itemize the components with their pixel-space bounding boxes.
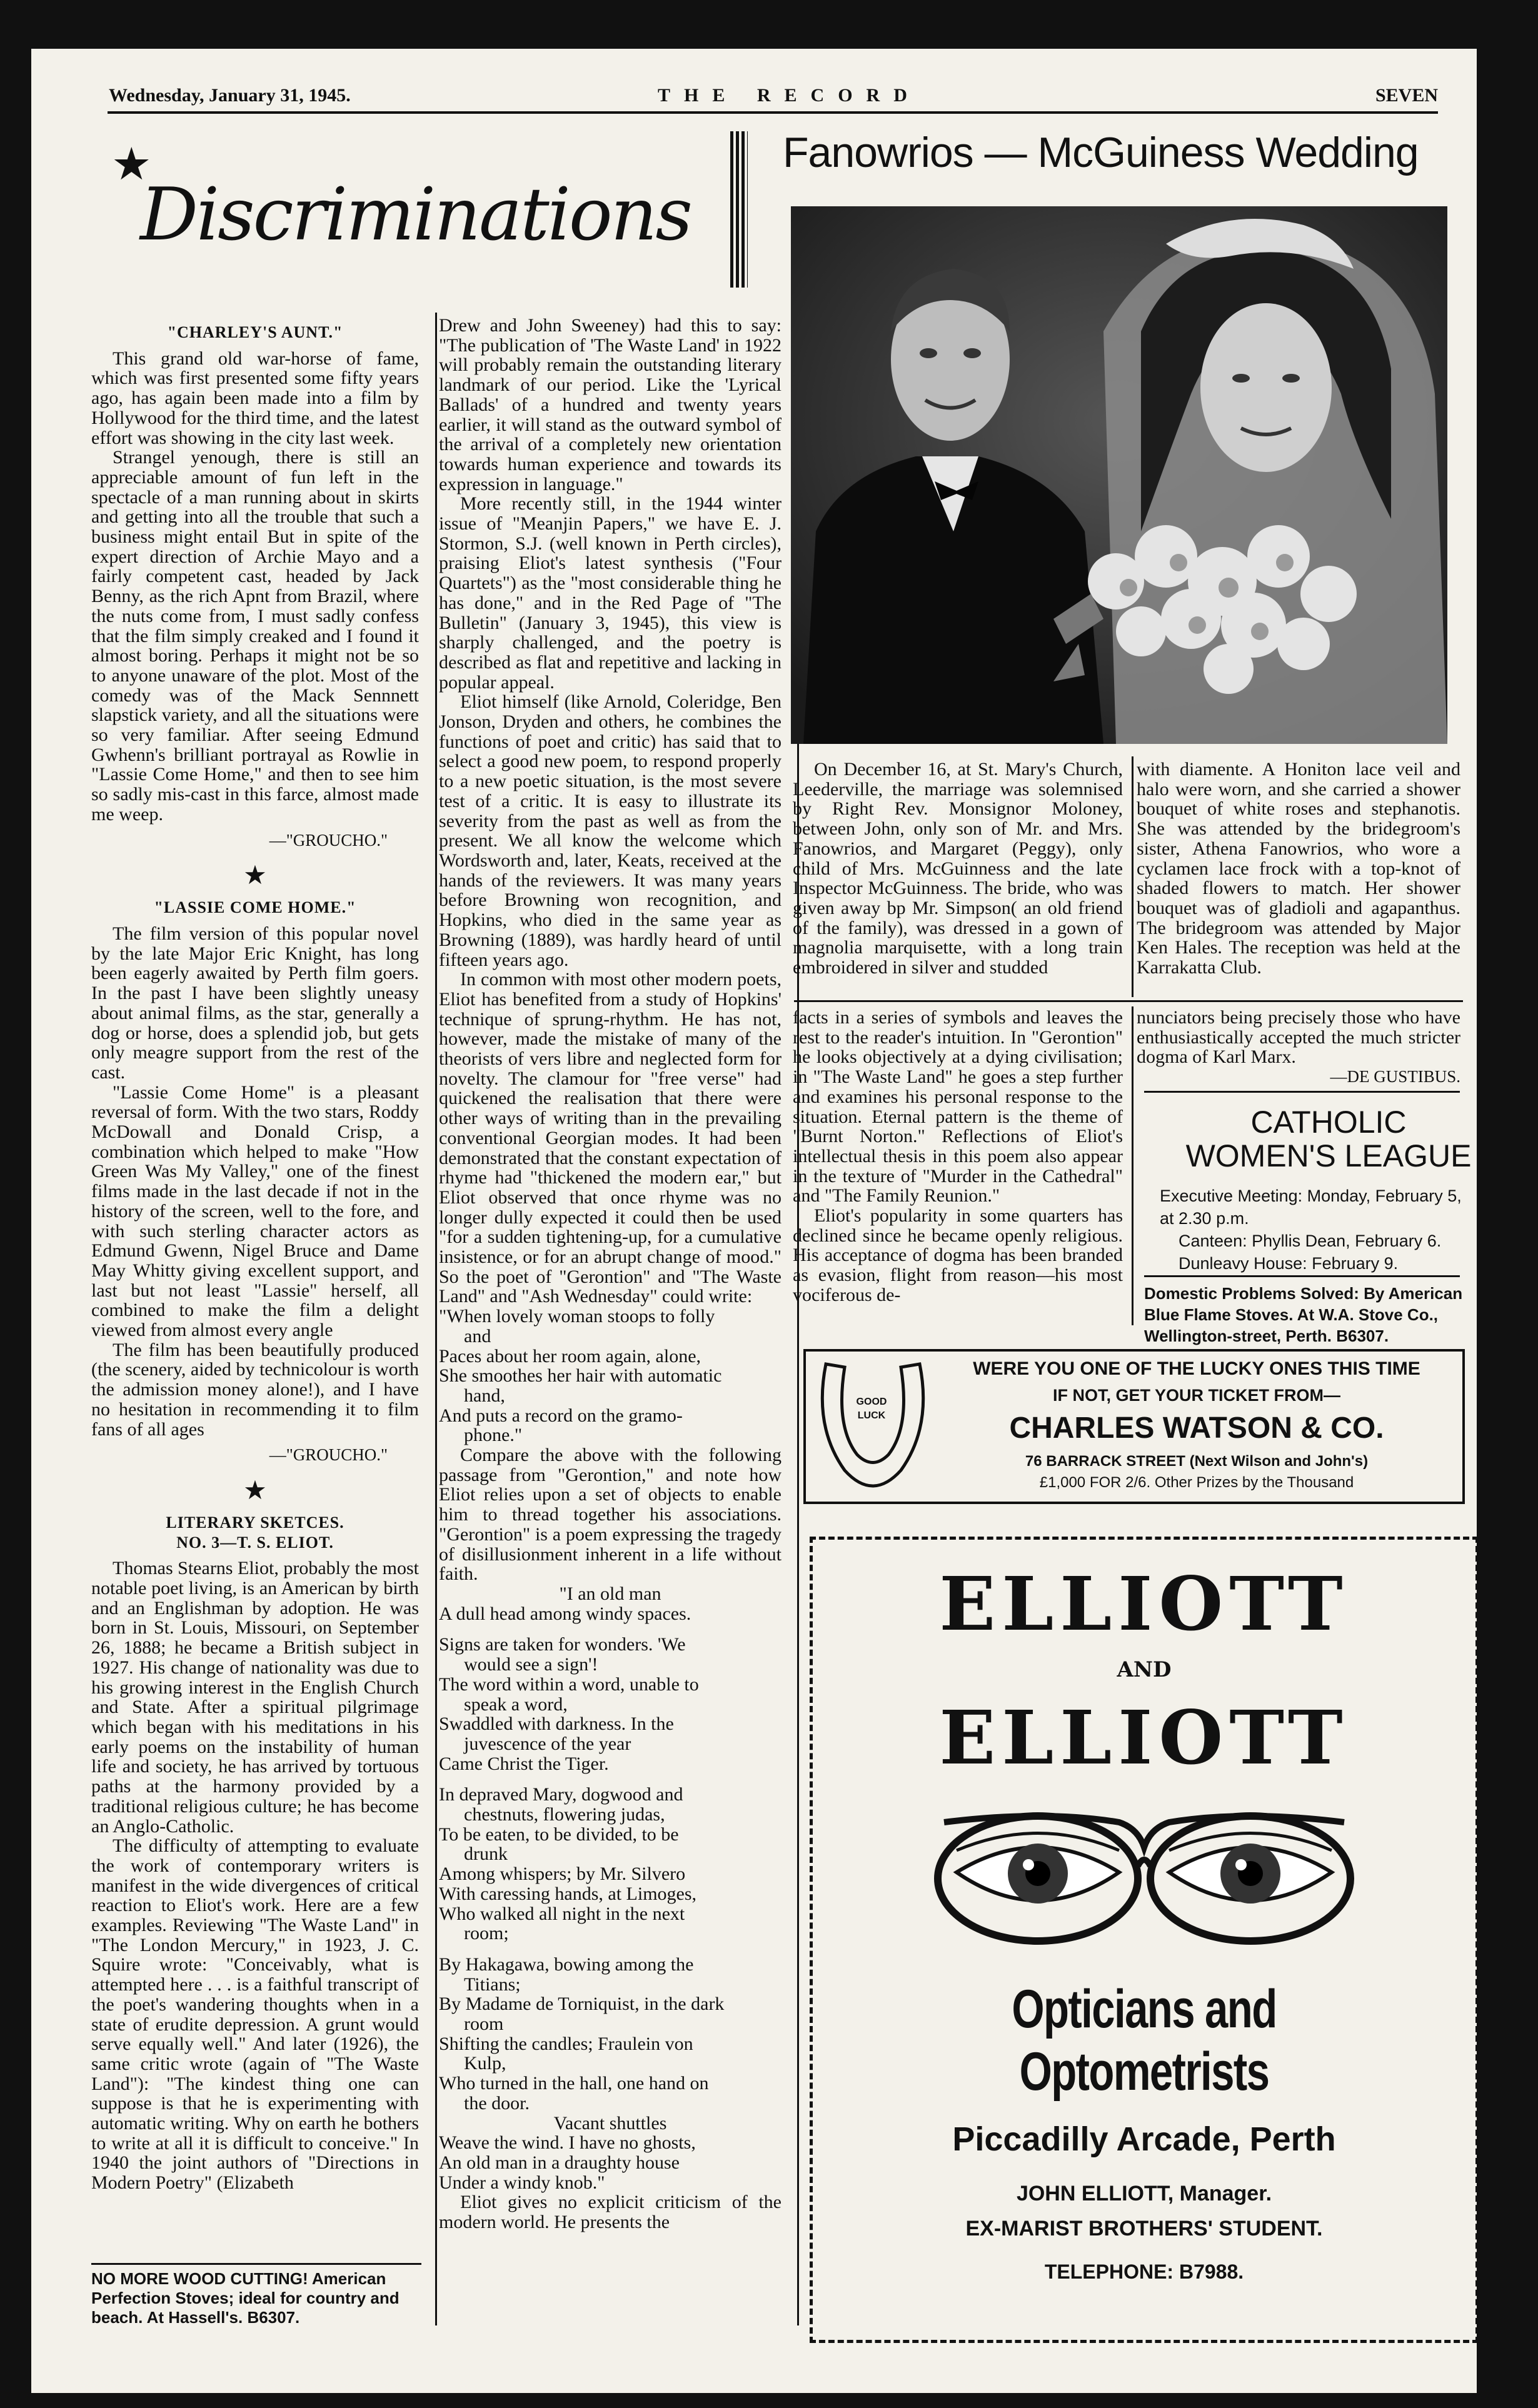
ad-rule [91, 2263, 421, 2265]
lassie-signature: —"GROUCHO." [269, 1445, 388, 1465]
cwl-heading [1182, 1105, 1475, 1173]
poem-line: By Madame de Torniquist, in the dark [439, 1994, 725, 2015]
wedding-paragraph-2: with diamente. A Honiton lace veil and halo were worn, and she carried a shower bouquet of white roses and stephanotis. She was attended by the bridegroom's sister, Athena Fanowrios, who wore a cyclamen lace frock with a top-knot of shaded flowers to match. Her shower bouquet was of gladioli and agapanthus. The bridegroom was attended by Major Ken Hales. The reception was held at the Karrakatta Club. [1137, 759, 1460, 978]
literary-p1: Thomas Stearns Eliot, probably the most notable poet living, is an American by birth and an Englishman by adoption. He was born in St. Louis, Missouri, on September 26, 1888; he became a British subject in 1927. His change of nationality was due to his growing interest in the English Church and State. After a spiritual pilgrimage which began with his meditations in his early poems on the instability of human life and society, he has arrived by tortuous paths at the harmony provided by a traditional religious culture; he has become an Anglo-Catholic. [91, 1558, 419, 1837]
poem-line: "I an old man [559, 1583, 661, 1604]
horseshoe-icon [807, 1352, 938, 1502]
poem-line: Vacant shuttles [553, 2112, 667, 2134]
literary-p2: The difficulty of attempting to evaluate the work of contemporary writers is manifest in the wide divergences of critical reaction to Eliot's work. Here are a few examples. Reviewing "The Waste Land" in "The London Mercury," in 1923, J. C. Squire wrote: "Conceivably, what is attempted here . . . is a faithful transcript of the poet's wandering thoughts when in a state of erudite depression. A grunt would serve equally well." And later (1926), the same critic wrote (again of "The Waste Land"): "The kindest thing one can suppose is that he is experimenting with automatic writing. Why on earth he bothers to write at all it is difficult to conceive." In 1940 the joint authors of "Directions in Modern Poetry" (Elizabeth [91, 1835, 419, 2194]
issue-date: Wednesday, January 31, 1945. [109, 85, 351, 106]
poem-line: would see a sign'! [464, 1654, 598, 1675]
charley-heading: "CHARLEY'S AUNT." [167, 323, 343, 341]
literary-col4-p1: nunciators being precisely those who have enthusiastically accepted the much stricter dogma of Karl Marx. [1137, 1007, 1460, 1068]
wedding-photo [791, 206, 1447, 744]
lottery-ad [803, 1349, 1465, 1504]
poem-line: "When lovely woman stoops to folly [439, 1306, 715, 1327]
cwl-executive: Executive Meeting: Monday, February 5, at 2.30 p.m. [1160, 1186, 1462, 1228]
lottery-line-1: WERE YOU ONE OF THE LUCKY ONES THIS TIME [973, 1358, 1420, 1379]
charley-p1: This grand old war-horse of fame, which was first presented some fifty years ago, has again been made into a film by Hollywood for the third time, and the latest effort was showing in the city last week. [91, 348, 419, 448]
column-4 [1137, 1008, 1460, 1087]
literary-col2-p4: In common with most other modern poets, Eliot has benefited from a study of Hopkins' technique of sprung-rhythm. He has not, however, made the mistake of many of the theorists of vers libre and neglected form for novelty. The clamour for "free verse" had quickened the realisation that there were other ways of writing than in the prevailing conventional Georgian modes. It had been demonstrated that the constant expectation of rhyme had "thickened the modern ear," but Eliot observed that once rhyme was no longer dully expected it could then be used "for a sudden tightening-up, for a cumulative insistence, or for an abrupt change of mood." So the poet of "Gerontion" and "The Waste Land" and "Ash Wednesday" could write: [439, 969, 782, 1307]
header-rule [108, 111, 1438, 114]
poem-line: Who turned in the hall, one hand on [439, 2073, 709, 2094]
page-header [76, 81, 1438, 110]
poem-line: To be eaten, to be divided, to be [439, 1824, 679, 1845]
lassie-p2: "Lassie Come Home" is a pleasant reversal of form. With the two stars, Roddy McDowall and Donald Crisp, a combination which helped to make "How Green Was My Valley," one of the finest films made in the last decade if not in the history of the screen, well to the fore, and with such sterling character actors as Edmund Gwenn, Nigel Bruce and Dame May Whitty giving excellent support, and last but not least "Lassie" herself, all combined to make the film a delight viewed from almost every angle [91, 1081, 419, 1341]
cwl-notices [1160, 1185, 1466, 1275]
poem-line: Among whispers; by Mr. Silvero [439, 1864, 686, 1885]
decorative-bars [730, 131, 748, 288]
column-title: Discriminations [140, 173, 691, 257]
poem-line: In depraved Mary, dogwood and [439, 1784, 683, 1805]
poem-line: Signs are taken for wonders. 'We [439, 1634, 686, 1655]
domestic-rule [1144, 1275, 1460, 1277]
column-1 [91, 318, 419, 2193]
lassie-p1: The film version of this popular novel by the late Major Eric Knight, has long been eagerly awaited by Perth film goers. In the past I have been slightly uneasy about animal films, as the star, generally a dog or horse, does a splendid job, but gets only meagre support from the rest of the cast. [91, 923, 419, 1083]
wedding-bottom-rule [794, 1000, 1463, 1002]
discriminations-masthead [111, 139, 691, 299]
poem-line: Kulp, [464, 2053, 506, 2074]
lassie-p3: The film has been beautifully produced (the scenery, aided by technicolour is worth the admission money alone!), and I have no hesitation in recommending it to film fans of all ages [91, 1339, 419, 1440]
wedding-text-col1 [793, 760, 1123, 978]
poem-line: hand, [464, 1385, 505, 1406]
poem-line: With caressing hands, at Limoges, [439, 1883, 697, 1904]
wedding-text-col2 [1137, 760, 1460, 978]
spectacles-eyes-icon [919, 1797, 1369, 1960]
literary-col2-p5: Compare the above with the following passage from "Gerontion," and note how Eliot relies upon a set of objects to enable him to thread together his associations. "Gerontion" is a poem expressing the tragedy of disillusionment inherent in a life without faith. [439, 1445, 782, 1585]
column-2 [439, 316, 782, 2232]
poem-line: juvescence of the year [464, 1733, 631, 1754]
poem-line: drunk [464, 1844, 508, 1865]
cwl-title-2: WOMEN'S LEAGUE [1185, 1138, 1472, 1173]
newspaper-name: THE RECORD [658, 85, 921, 106]
elliott-manager: JOHN ELLIOTT, Manager. [1016, 2182, 1272, 2205]
poem-line: Paces about her room again, alone, [439, 1345, 701, 1367]
poem-line: Titians; [464, 1974, 521, 1995]
poem-line: A dull head among windy spaces. [439, 1603, 691, 1624]
star-icon: ★ [243, 1476, 267, 1505]
wood-ad-text: NO MORE WOOD CUTTING! American Perfection Stoves; ideal for country and beach. At Hassell's. B6307. [91, 2269, 400, 2327]
cwl-dunleavy: Dunleavy House: February 9. [1179, 1254, 1399, 1273]
literary-col2-p3: Eliot himself (like Arnold, Coleridge, Ben Jonson, Dryden and others, he combines the functions of poet and critic) has said that to select a good new poem, to respond properly to a new poetic situation, is the most severe test of a critic. It is easy to illustrate its severity from the past as well as from the present. We all know the welcome which Wordsworth and, later, Keats, received at the hands of the reviewers. It was many years before Browning won recognition, and Hopkins, who died in the same year as Browning (1889), was hardly heard of until fifteen years ago. [439, 691, 782, 970]
poem-line: room; [464, 1923, 509, 1944]
wedding-paragraph-1: On December 16, at St. Mary's Church, Leederville, the marriage was solemnised by Right Rev. Monsignor Moloney, between John, only son of Mr. and Mrs. Fanowrios, and Margaret (Peggy), only child of Mrs. McGuinness and the late Inspector McGuinness. The bride, who was given away bp Mr. Simpson( an old friend of the family), was dressed in a gown of magnolia marquisette, with a long train embroidered in silver and studded [793, 759, 1123, 978]
poem-line: Weave the wind. I have no ghosts, [439, 2132, 696, 2154]
star-icon: ★ [111, 139, 152, 189]
poem-line: phone." [464, 1425, 523, 1446]
poem-line: She smoothes her hair with automatic [439, 1365, 722, 1387]
column-rule-4 [1132, 1006, 1133, 1325]
column-rule-3 [1132, 756, 1133, 997]
literary-col2-p2: More recently still, in the 1944 winter issue of "Meanjin Papers," we have E. J. Stormon, S.J. (well known in Perth circles), praising Eliot's latest synthesis ("Four Quartets") as the "most considerable thing he has done," and in the Red Page of "The Bulletin" (January 3, 1945), this view is sharply challenged, and the poetry is described as flat and repetitive and lacking in popular appeal. [439, 493, 782, 693]
column-3 [793, 1008, 1123, 1305]
cwl-canteen: Canteen: Phyllis Dean, February 6. [1179, 1232, 1442, 1250]
wedding-heading: Fanowrios — McGuiness Wedding [783, 129, 1419, 176]
literary-col2-p6: Eliot gives no explicit criticism of the modern world. He presents the [439, 2192, 782, 2233]
horseshoe-label: GOOD LUCK [856, 1397, 887, 1421]
elliott-name-1: ELLIOTT [939, 1560, 1349, 1647]
cwl-title-1: CATHOLIC [1250, 1105, 1407, 1140]
lottery-agent: CHARLES WATSON & CO. [1009, 1412, 1384, 1445]
literary-col3-p1: facts in a series of symbols and leaves the rest to the reader's intuition. In "Gerontion" he looks objectively at a dying civilisation; in "The Waste Land" he goes a step further and examines his personal response to the situation. Eternal pattern is the theme of "Burnt Norton." Reflections of Eliot's intellectual thesis in this poem also appear in the texture of "Murder in the Cathedral" and "The Family Reunion." [793, 1007, 1123, 1207]
star-icon: ★ [243, 861, 267, 891]
poem-line: speak a word, [464, 1693, 568, 1715]
cwl-rule [1144, 1091, 1460, 1093]
literary-col2-p1: Drew and John Sweeney) had this to say: "The publication of 'The Waste Land' in 1922 will probably remain the outstanding literary landmark of our period. Like the 'Lyrical Ballads' of a hundred and twenty years earlier, it will stand as the outward symbol of the arrival of a completely new orientation towards human experience and towards its expression in language." [439, 315, 782, 494]
elliott-student: EX-MARIST BROTHERS' STUDENT. [965, 2217, 1323, 2240]
couple-photo-icon [791, 206, 1447, 744]
elliott-and: AND [1117, 1657, 1172, 1682]
page-number: SEVEN [1375, 85, 1438, 106]
poem-line: Came Christ the Tiger. [439, 1753, 609, 1774]
elliott-phone: TELEPHONE: B7988. [1044, 2260, 1244, 2283]
domestic-ad: Domestic Problems Solved: By American Blue Flame Stoves. At W.A. Stove Co., Wellington-street, Perth. B6307. [1144, 1284, 1463, 1345]
lottery-line-2: IF NOT, GET YOUR TICKET FROM— [1052, 1386, 1340, 1405]
charley-signature: —"GROUCHO." [269, 830, 388, 850]
poem-line: And puts a record on the gramo- [439, 1405, 683, 1426]
lottery-prizes: £1,000 FOR 2/6. Other Prizes by the Thousand [1039, 1474, 1354, 1491]
charley-p2: Strangel yenough, there is still an appreciable amount of fun left in the spectacle of a man running about in skirts and getting into all the trouble that such a business might entail But in spite of the expert direction of Archie Mayo and a fairly competent cast, headed by Jack Benny, as the rich Apnt from Brazil, where the nuts come from, I must sadly confess that the film simply creaked and I found it almost boring. Perhaps it might not be so to anyone unaware of the plot. Most of the comedy was of the Mack Sennnett slapstick variety, and all the situations were so very familiar. After seeing Edmund Gwhenn's brilliant portrayal as Rowlie in "Lassie Come Home," and then to see him so sadly mis-cast in this farce, almost made me weep. [91, 447, 419, 825]
elliott-ad [810, 1537, 1479, 2343]
poem-line: room [464, 2014, 504, 2035]
literary-subheading: NO. 3—T. S. ELIOT. [176, 1533, 334, 1552]
column-rule-1 [435, 313, 437, 2325]
poem-line: Who walked all night in the next [439, 1903, 685, 1924]
poem-line: Swaddled with darkness. In the [439, 1713, 674, 1735]
poem-line: Shifting the candles; Fraulein von [439, 2033, 693, 2054]
poem-line: By Hakagawa, bowing among the [439, 1954, 694, 1975]
literary-col3-p2: Eliot's popularity in some quarters has declined since he became openly religious. His acceptance of dogma has been branded as evasion, flight from reason—his most vociferous de- [793, 1205, 1123, 1305]
poem-line: An old man in a draughty house [439, 2152, 680, 2173]
literary-signature: —DE GUSTIBUS. [1330, 1067, 1460, 1086]
poem-line: The word within a word, unable to [439, 1673, 699, 1695]
elliott-address: Piccadilly Arcade, Perth [952, 2120, 1336, 2158]
poem-line: chestnuts, flowering judas, [464, 1804, 665, 1825]
literary-heading: LITERARY SKETCES. [166, 1513, 344, 1532]
elliott-tagline: Opticians and Optometrists [1012, 1979, 1277, 2102]
wood-ad [91, 2269, 419, 2327]
lassie-heading: "LASSIE COME HOME." [154, 898, 356, 917]
poem-line: Under a windy knob." [439, 2172, 605, 2193]
elliott-name-2: ELLIOTT [939, 1694, 1349, 1781]
lottery-address: 76 BARRACK STREET (Next Wilson and John's) [1025, 1453, 1369, 1470]
poem-line: and [464, 1325, 491, 1347]
poem-line: the door. [464, 2092, 530, 2114]
